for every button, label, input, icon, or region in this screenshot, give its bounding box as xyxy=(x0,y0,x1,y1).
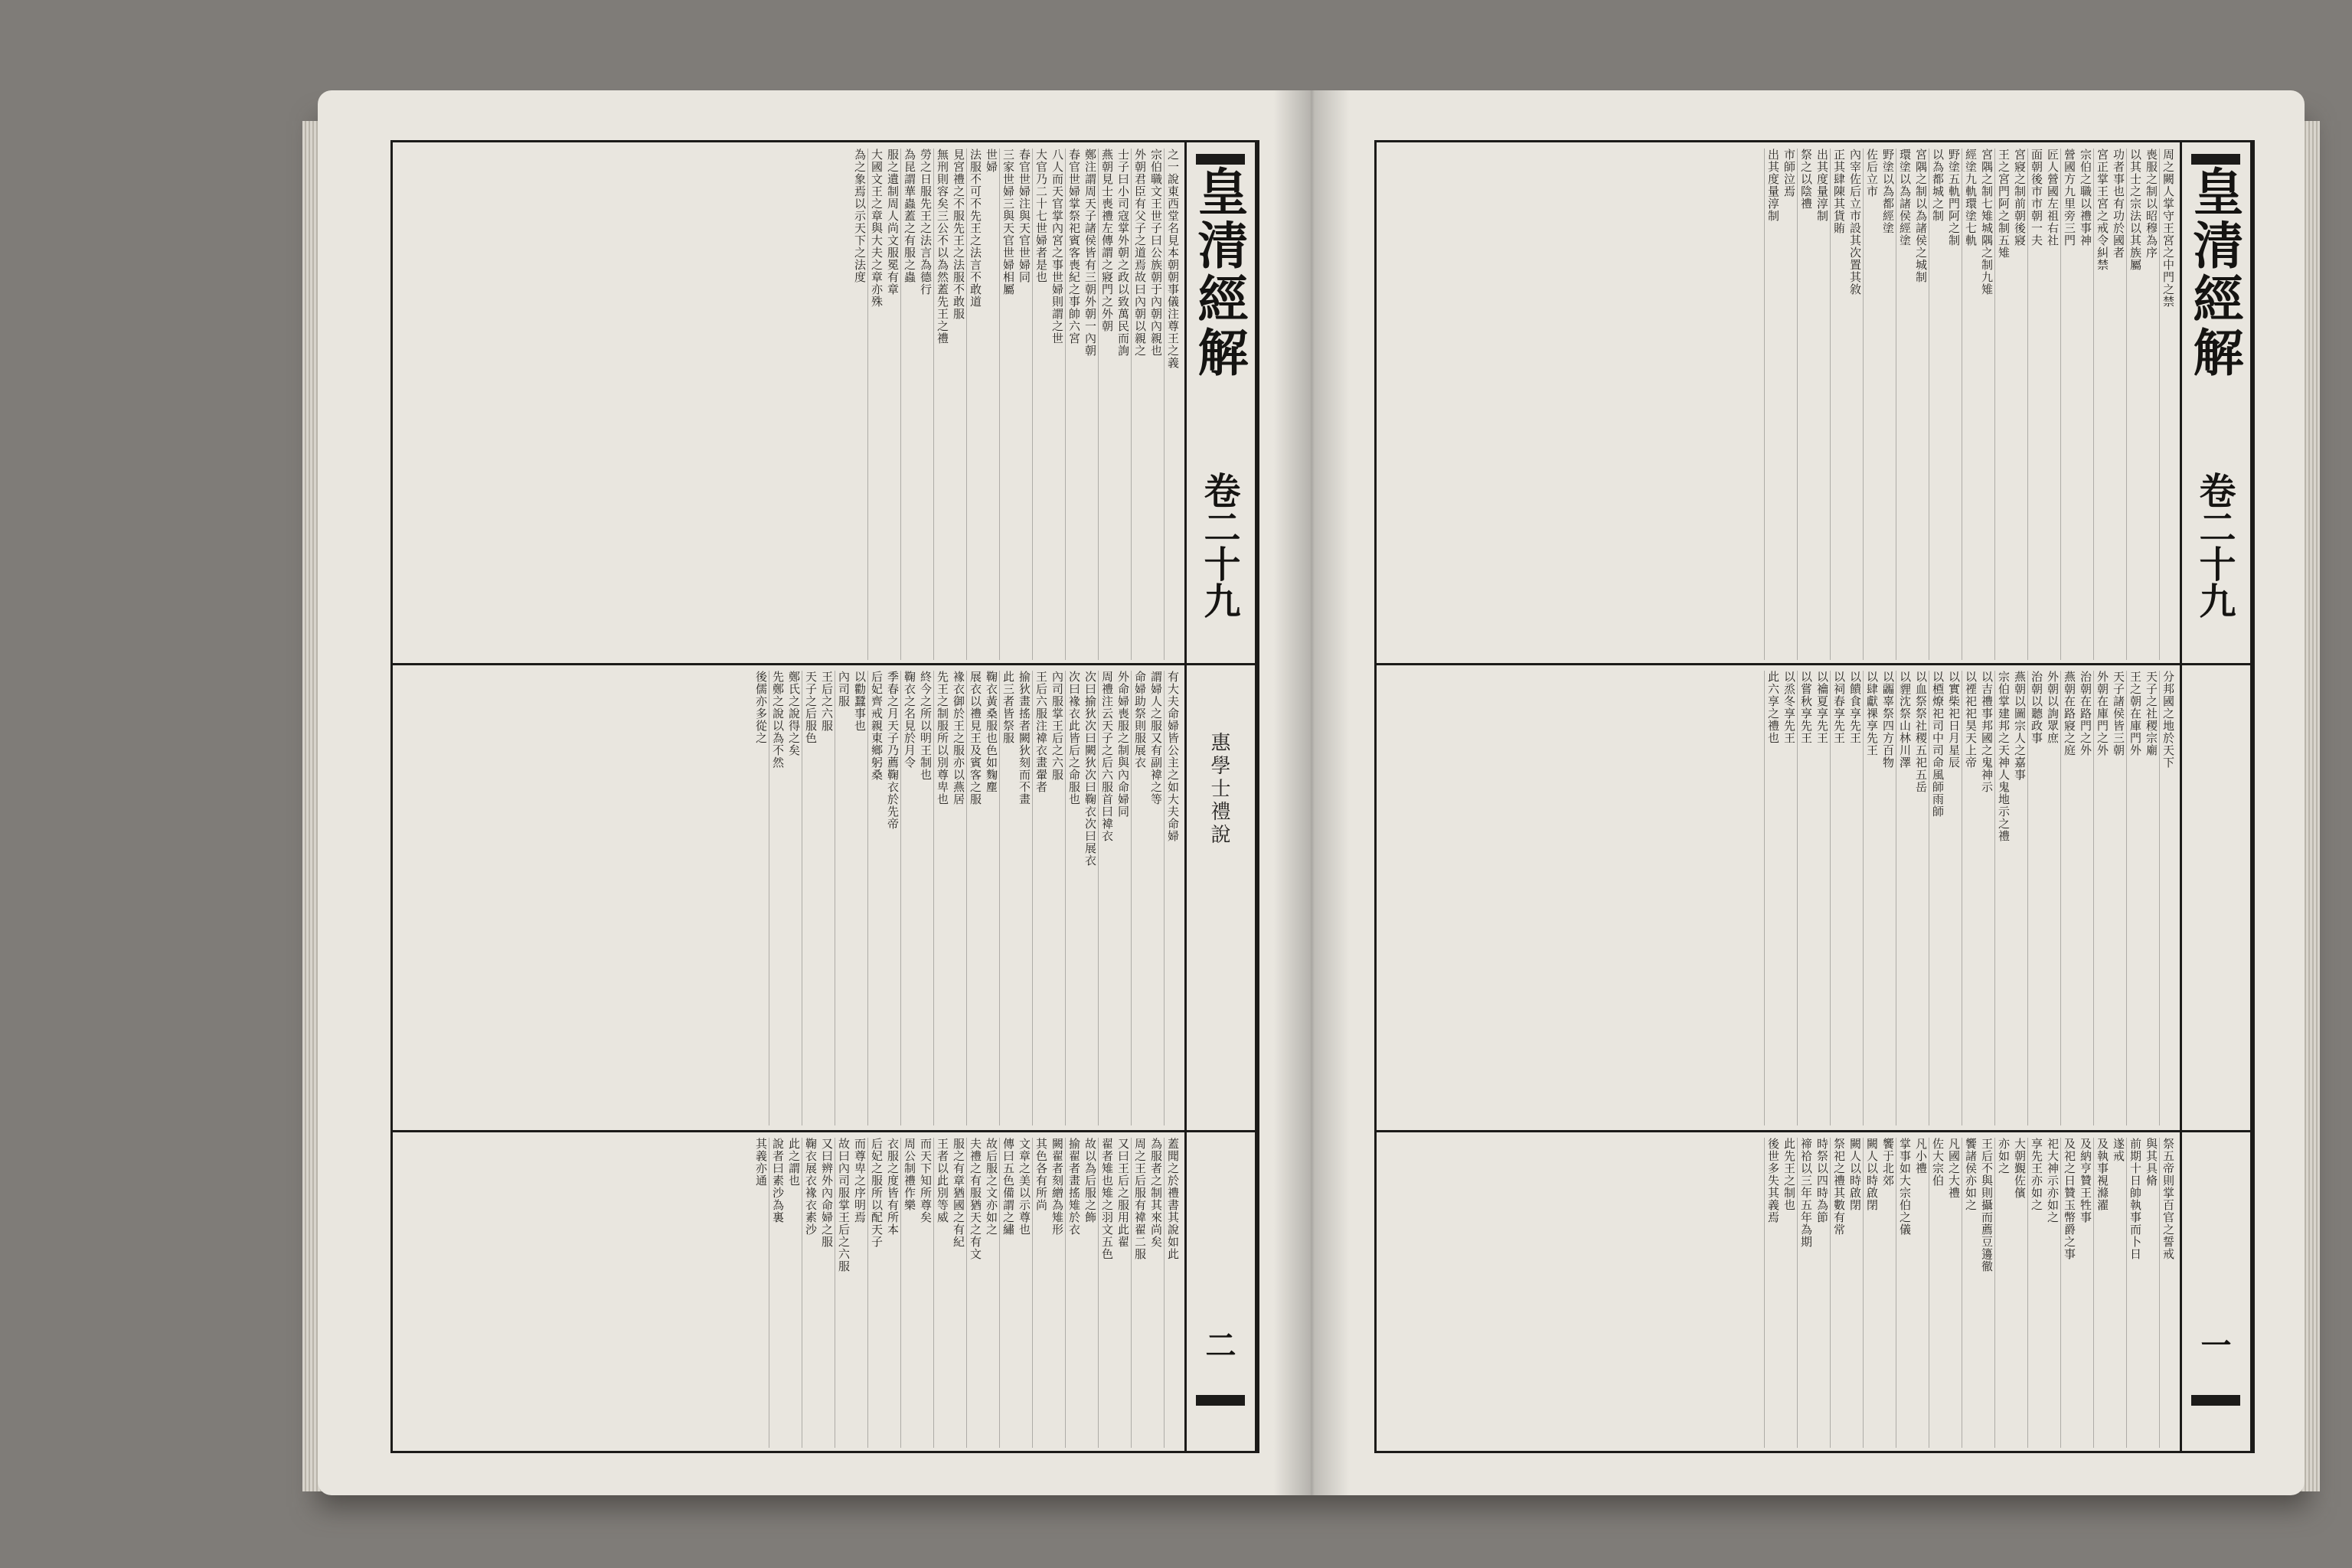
text-column: 又曰辨外內命婦之服 xyxy=(820,1138,834,1248)
text-column: 王之宮門阿之制五雉 xyxy=(1994,149,2011,660)
text-column: 春官世婦注與天官世婦同 xyxy=(1018,149,1031,283)
text-column: 周之闕人掌守王宮之中門之禁 xyxy=(2159,149,2176,660)
register-divider xyxy=(393,1130,1257,1132)
text-column: 後儒亦多從之 xyxy=(754,671,768,744)
text-column: 大朝覲佐儐 xyxy=(2013,1138,2027,1199)
text-column: 經塗九軌環塗七軌 xyxy=(1962,149,1978,660)
text-column: 終今之所以明王制也 xyxy=(919,671,933,781)
text-column: 及納亨贊王牲事 xyxy=(2079,1138,2092,1223)
fish-tail-mark-top xyxy=(1196,154,1245,165)
text-column: 故后服之文亦如之 xyxy=(985,1138,998,1236)
text-column: 周公制禮作樂 xyxy=(900,1138,917,1448)
text-column: 及祀之日贊玉幣爵之事 xyxy=(2060,1138,2077,1448)
text-column: 亦如之 xyxy=(1994,1138,2011,1448)
text-column: 外朝君臣有父子之道焉故曰內朝以親之 xyxy=(1131,149,1148,660)
text-column: 為服者之制其來尚矣 xyxy=(1149,1138,1163,1248)
register-divider xyxy=(393,663,1257,665)
text-column: 后妃齊戒親東鄉躬桑 xyxy=(867,671,884,1125)
folio-number: 二 xyxy=(1200,1329,1236,1360)
text-column: 饗諸侯亦如之 xyxy=(1962,1138,1978,1448)
author-name: 惠學士禮說 xyxy=(1207,732,1230,847)
right-page-banner xyxy=(2180,142,2252,1452)
text-column: 外朝在庫門之外 xyxy=(2093,671,2110,1125)
text-column: 次曰褖衣此皆后之命服也 xyxy=(1065,671,1082,1125)
text-column: 宗伯之職以禮事神 xyxy=(2079,149,2092,247)
text-column: 次曰揄狄次曰闕狄次曰鞠衣次曰展衣 xyxy=(1083,671,1097,867)
register-divider xyxy=(1377,663,2252,665)
register-divider xyxy=(1377,1130,2252,1132)
text-column: 及執事視滌濯 xyxy=(2093,1138,2110,1448)
text-column: 以嘗秋享先王 xyxy=(1797,671,1814,1125)
text-column: 燕朝以圖宗人之嘉事 xyxy=(2013,671,2027,781)
text-column: 士子曰小司寇掌外朝之政以致萬民而詢 xyxy=(1116,149,1130,357)
text-column: 王后不與則攝而薦豆籩徹 xyxy=(1980,1138,1994,1272)
text-column: 宮寢之制前朝後寢 xyxy=(2013,149,2027,247)
text-column: 鄭氏之說得之矣 xyxy=(787,671,801,756)
text-column: 命婦助祭則服展衣 xyxy=(1131,671,1148,1125)
text-column: 前期十日帥執事而卜日 xyxy=(2126,1138,2143,1448)
text-column: 宗伯職文王世子曰公族朝于內朝內親也 xyxy=(1149,149,1163,357)
text-column: 以肆獻祼享先王 xyxy=(1863,671,1880,1125)
text-column: 謂婦人之服又有副褘之等 xyxy=(1149,671,1163,805)
text-column: 出其度量淳制 xyxy=(1764,149,1781,660)
text-column: 外朝以詢眾庶 xyxy=(2046,671,2060,744)
text-column: 故以為后服之飾 xyxy=(1083,1138,1097,1223)
text-column: 內宰佐后立市設其次置其敘 xyxy=(1848,149,1862,296)
text-column: 季春之月天子乃薦鞠衣於先帝 xyxy=(886,671,900,830)
text-column: 外命婦喪服之制與內命婦同 xyxy=(1116,671,1130,818)
text-column: 衣服之度皆有所本 xyxy=(886,1138,900,1236)
text-column: 凡國之大禮 xyxy=(1947,1138,1961,1199)
text-register-middle xyxy=(399,671,1181,1125)
text-column: 闕人以時啟閉 xyxy=(1848,1138,1862,1211)
text-column: 以烝冬享先王 xyxy=(1782,671,1796,744)
text-column: 先王之制服所以別尊卑也 xyxy=(933,671,950,1125)
fish-tail-mark-bottom xyxy=(2191,1395,2240,1406)
text-column: 大國文王之章與大夫之章亦殊 xyxy=(867,149,884,660)
text-column: 后妃之服所以配天子 xyxy=(867,1138,884,1448)
text-column: 闕翟者刻繒為雉形 xyxy=(1050,1138,1064,1236)
text-column: 說者曰素沙為裏 xyxy=(769,1138,786,1448)
text-column: 王后六服注褘衣畫翬者 xyxy=(1032,671,1049,1125)
volume-number: 卷二十九 xyxy=(2193,472,2236,619)
text-column: 世婦 xyxy=(985,149,998,173)
text-column: 文章之美以示尊也 xyxy=(1018,1138,1031,1236)
text-column: 宮正掌王宮之戒令糾禁 xyxy=(2093,149,2110,660)
text-column: 又曰王后之服用此翟 xyxy=(1116,1138,1130,1248)
text-column: 天子之后服色 xyxy=(802,671,818,1125)
text-column: 而尊卑之序明焉 xyxy=(853,1138,867,1223)
text-column: 凡小禮 xyxy=(1914,1138,1928,1174)
text-column: 以槱燎祀司中司命風師雨師 xyxy=(1929,671,1945,1125)
text-column: 喪服之制以昭穆為序 xyxy=(2145,149,2158,259)
text-column: 其義亦通 xyxy=(754,1138,768,1187)
text-column: 展衣以禮見王及賓客之服 xyxy=(966,671,983,1125)
text-column: 夫禮之有服猶天之有文 xyxy=(966,1138,983,1448)
text-register-upper xyxy=(399,149,1181,660)
text-column: 此六享之禮也 xyxy=(1764,671,1781,1125)
text-column: 翟者雉也雉之羽文五色 xyxy=(1098,1138,1115,1448)
text-column: 內司服掌王后之六服 xyxy=(1050,671,1064,781)
text-column: 王者以此別等威 xyxy=(933,1138,950,1448)
text-column: 服之有章猶國之有紀 xyxy=(952,1138,965,1248)
text-column: 以禴夏享先王 xyxy=(1815,671,1829,744)
text-column: 燕朝見士喪禮左傳謂之寢門之外朝 xyxy=(1098,149,1115,660)
text-column: 法服不可不先王之法言不敢道 xyxy=(966,149,983,660)
text-column: 以其士之宗法以其族屬 xyxy=(2126,149,2143,660)
text-column: 為昆謂華蟲蓋之有服之蟲 xyxy=(900,149,917,660)
text-column: 環塗以為諸侯經塗 xyxy=(1896,149,1913,660)
book-gutter xyxy=(1273,90,1350,1495)
text-register-lower xyxy=(399,1138,1181,1448)
book-title: 皇清經解 xyxy=(1189,165,1249,380)
text-column: 宗伯掌建邦之天神人鬼地示之禮 xyxy=(1994,671,2011,1125)
text-register-upper xyxy=(1383,149,2176,660)
text-column: 營國方九里旁三門 xyxy=(2060,149,2077,660)
text-column: 王后之六服 xyxy=(820,671,834,732)
text-column: 此之謂也 xyxy=(787,1138,801,1187)
text-column: 以祠春享先王 xyxy=(1830,671,1847,1125)
text-column: 宮隅之制七雉城隅之制九雉 xyxy=(1980,149,1994,296)
folio-number: 一 xyxy=(2196,1329,2232,1360)
text-column: 以吉禮事邦國之鬼神示 xyxy=(1980,671,1994,793)
text-column: 以禋祀祀昊天上帝 xyxy=(1962,671,1978,1125)
text-column: 正其肆陳其貨賄 xyxy=(1830,149,1847,660)
text-column: 服之遺制周人尚文服冕有章 xyxy=(886,149,900,296)
text-column: 以饋食享先王 xyxy=(1848,671,1862,744)
text-column: 內司服 xyxy=(835,671,851,1125)
text-column: 褖衣御於王之服亦以燕居 xyxy=(952,671,965,805)
text-column: 其色各有所尚 xyxy=(1032,1138,1049,1448)
text-column: 為之象焉以示天下之法度 xyxy=(853,149,867,283)
text-column: 天子諸侯皆三朝 xyxy=(2112,671,2125,756)
text-column: 無刑則容矣三公不以為然蓋先王之禮 xyxy=(933,149,950,660)
text-column: 時祭以四時為節 xyxy=(1815,1138,1829,1223)
text-column: 見宮禮之不服先王之法服不敢服 xyxy=(952,149,965,320)
text-column: 面朝後市市朝一夫 xyxy=(2027,149,2044,660)
text-column: 天子之社稷宗廟 xyxy=(2145,671,2158,756)
text-column: 祭五帝則掌百官之誓戒 xyxy=(2159,1138,2176,1448)
text-column: 祭之以陰禮 xyxy=(1797,149,1814,660)
text-column: 享先王亦如之 xyxy=(2027,1138,2044,1448)
text-column: 而天下知所尊矣 xyxy=(919,1138,933,1223)
text-column: 禘祫以三年五年為期 xyxy=(1797,1138,1814,1448)
text-column: 佐大宗伯 xyxy=(1929,1138,1945,1448)
text-column: 治朝以聽政事 xyxy=(2027,671,2044,1125)
text-column: 有大夫命婦皆公主之如大夫命婦 xyxy=(1164,671,1181,1125)
text-column: 周禮注云天子之后六服首曰褘衣 xyxy=(1098,671,1115,1125)
text-column: 故曰內司服掌王后之六服 xyxy=(835,1138,851,1448)
text-column: 出其度量淳制 xyxy=(1815,149,1829,222)
text-column: 此三者皆祭服 xyxy=(999,671,1016,1125)
text-column: 鞠衣黃桑服也色如麴塵 xyxy=(985,671,998,793)
open-book xyxy=(302,90,2320,1495)
text-column: 以勸蠶事也 xyxy=(853,671,867,732)
text-column: 鄭注謂周天子諸侯皆有三朝外朝一內朝 xyxy=(1083,149,1097,357)
text-column: 之一說東西堂名見本朝朝事儀注尊王之義 xyxy=(1164,149,1181,660)
fish-tail-mark-bottom xyxy=(1196,1395,1245,1406)
text-register-lower xyxy=(1383,1138,2176,1448)
text-column: 分邦國之地於天下 xyxy=(2159,671,2176,1125)
text-column: 傳曰五色備謂之繡 xyxy=(999,1138,1016,1448)
text-column: 以為都城之制 xyxy=(1929,149,1945,660)
right-page-frame xyxy=(1374,140,2255,1453)
text-column: 後世多失其義焉 xyxy=(1764,1138,1781,1448)
text-column: 功者事也有功於國者 xyxy=(2112,149,2125,259)
text-column: 蓋聞之於禮書其說如此 xyxy=(1164,1138,1181,1448)
text-column: 王之朝在庫門外 xyxy=(2126,671,2143,1125)
text-column: 治朝在路門之外 xyxy=(2079,671,2092,756)
text-register-middle xyxy=(1383,671,2176,1125)
text-column: 野塗五軌門阿之制 xyxy=(1947,149,1961,247)
book-title: 皇清經解 xyxy=(2184,165,2244,380)
text-column: 匠人營國左祖右社 xyxy=(2046,149,2060,247)
text-column: 祭祀之禮其數有常 xyxy=(1830,1138,1847,1448)
text-column: 三家世婦三與天官世婦相屬 xyxy=(999,149,1016,660)
text-column: 以實柴祀日月星辰 xyxy=(1947,671,1961,769)
text-column: 以疈辜祭四方百物 xyxy=(1881,671,1895,769)
text-column: 此先王之制也 xyxy=(1782,1138,1796,1211)
text-column: 祀大神示亦如之 xyxy=(2046,1138,2060,1223)
text-column: 先鄭之說以為不然 xyxy=(769,671,786,1125)
text-column: 鞠衣之名見於月令 xyxy=(900,671,917,1125)
fish-tail-mark-top xyxy=(2191,154,2240,165)
text-column: 宮隅之制以為諸侯之城制 xyxy=(1914,149,1928,283)
text-column: 勞之日服先王之法言為德行 xyxy=(919,149,933,296)
text-column: 與其具脩 xyxy=(2145,1138,2158,1187)
left-page-banner xyxy=(1184,142,1257,1452)
text-column: 大官乃二十七世婦者是也 xyxy=(1032,149,1049,660)
left-page-frame xyxy=(390,140,1259,1453)
text-column: 以血祭祭社稷五祀五岳 xyxy=(1914,671,1928,793)
text-column: 以貍沈祭山林川澤 xyxy=(1896,671,1913,1125)
text-column: 闕人以時啟閉 xyxy=(1863,1138,1880,1448)
text-column: 佐后立市 xyxy=(1863,149,1880,660)
text-column: 揄狄畫搖者闕狄刻而不畫 xyxy=(1018,671,1031,805)
text-column: 鞠衣展衣褖衣素沙 xyxy=(802,1138,818,1448)
text-column: 春官世婦掌祭祀賓客喪紀之事帥六宮 xyxy=(1065,149,1082,660)
text-column: 掌事如大宗伯之儀 xyxy=(1896,1138,1913,1448)
volume-number: 卷二十九 xyxy=(1197,472,1240,619)
text-column: 遂戒 xyxy=(2112,1138,2125,1162)
text-column: 野塗以為都經塗 xyxy=(1881,149,1895,234)
text-column: 周之王后服有褘翟二服 xyxy=(1131,1138,1148,1448)
text-column: 燕朝在路寢之庭 xyxy=(2060,671,2077,1125)
text-column: 揄翟者畫搖雉於衣 xyxy=(1065,1138,1082,1448)
text-column: 市師泣焉 xyxy=(1782,149,1796,198)
text-column: 八人而天官掌內宮之事世婦則謂之世 xyxy=(1050,149,1064,345)
text-column: 饗于北郊 xyxy=(1881,1138,1895,1187)
